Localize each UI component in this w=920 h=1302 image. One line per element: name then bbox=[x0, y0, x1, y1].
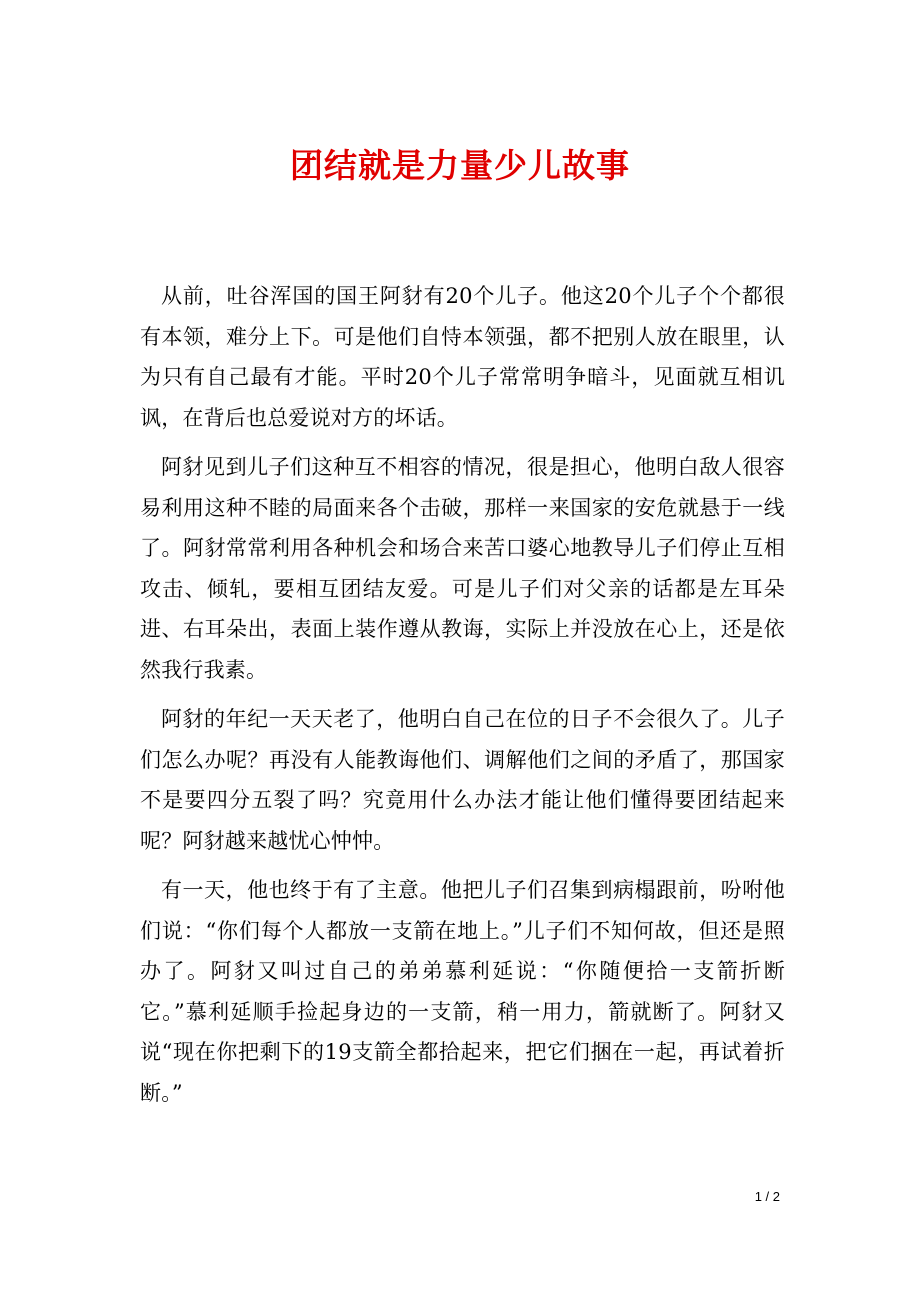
document-title: 团结就是力量少儿故事 bbox=[290, 146, 630, 185]
paragraph: 阿豺见到儿子们这种互不相容的情况，很是担心，他明白敌人很容易利用这种不睦的局面来各个击破，那样一来国家的安危就悬于一线了。阿豺常常利用各种机会和场合来苦口婆心地教导儿子们停止互相攻击、倾轧，要相互团结友爱。可是儿子们对父亲的话都是左耳朵进、右耳朵出，表面上装作遵从教诲，实际上并没放在心上，还是依然我行我素。 bbox=[140, 455, 785, 682]
paragraph: 有一天，他也终于有了主意。他把儿子们召集到病榻跟前，吩咐他们说：“你们每个人都放一支箭在地上。”儿子们不知何故，但还是照办了。阿豺又叫过自己的弟弟慕利延说：“你随便拾一支箭折断它。”慕利延顺手捡起身边的一支箭，稍一用力，箭就断了。阿豺又说“现在你把剩下的19支箭全都拾起来，把它们捆在一起，再试着折断。” bbox=[140, 878, 785, 1105]
page-number: 1 / 2 bbox=[754, 1189, 780, 1204]
paragraph: 从前，吐谷浑国的国王阿豺有20个儿子。他这20个儿子个个都很有本领，难分上下。可是他们自恃本领强，都不把别人放在眼里，认为只有自己最有才能。平时20个儿子常常明争暗斗，见面就互相讥讽，在背后也总爱说对方的坏话。 bbox=[140, 284, 785, 430]
paragraph: 阿豺的年纪一天天老了，他明白自己在位的日子不会很久了。儿子们怎么办呢？再没有人能教诲他们、调解他们之间的矛盾了，那国家不是要四分五裂了吗？究竟用什么办法才能让他们懂得要团结起来呢？阿豺越来越忧心忡忡。 bbox=[140, 707, 785, 853]
document-body bbox=[140, 276, 785, 1122]
